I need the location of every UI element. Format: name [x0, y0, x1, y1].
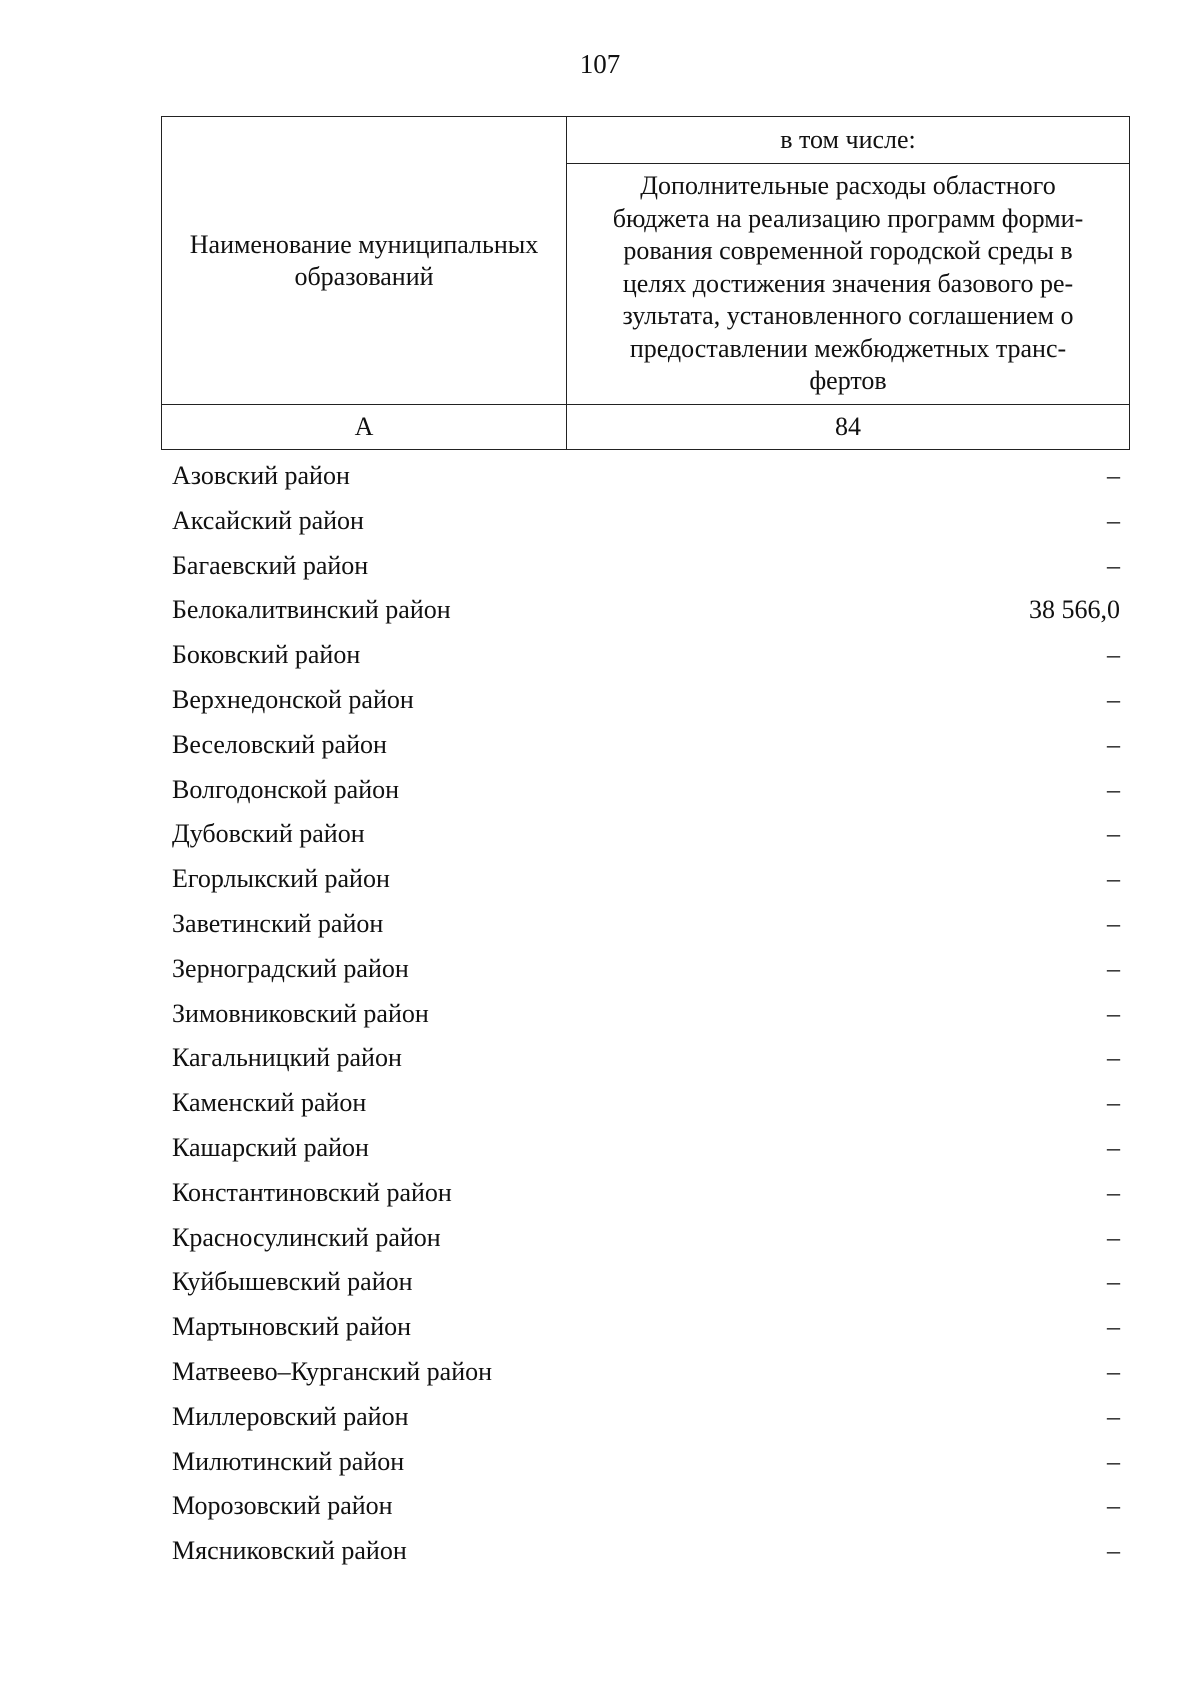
table-header — [161, 116, 1130, 450]
value-column-header-line: целях достижения значения базового ре- — [622, 268, 1074, 298]
municipality-name: Белокалитвинский район — [172, 595, 451, 625]
row-value: – — [1107, 864, 1120, 894]
table-row — [172, 947, 1120, 992]
table-row — [172, 544, 1120, 589]
table-row — [172, 1216, 1120, 1261]
table-row — [172, 1171, 1120, 1216]
table-row — [172, 499, 1120, 544]
table-row — [172, 454, 1120, 499]
municipality-name: Азовский район — [172, 461, 350, 490]
municipality-list — [172, 454, 1120, 1574]
value-column-header-line: рования современной городской среды в — [623, 236, 1073, 266]
table-row — [172, 633, 1120, 678]
municipality-name: Каменский район — [172, 1088, 367, 1118]
row-value: – — [1107, 1222, 1120, 1252]
row-value: – — [1107, 1132, 1120, 1162]
table-row — [172, 992, 1120, 1037]
municipality-name: Миллеровский район — [172, 1401, 409, 1431]
table-row — [172, 723, 1120, 768]
value-column-header-line: бюджета на реализацию программ форми- — [612, 203, 1084, 233]
municipality-name: Зимовниковский район — [172, 998, 429, 1028]
municipality-name: Кагальницкий район — [172, 1043, 402, 1073]
row-value: – — [1107, 729, 1120, 759]
value-column-header-line: зультата, установленного соглашением о — [622, 301, 1074, 331]
value-column-header-line: фертов — [809, 366, 887, 396]
row-value: – — [1107, 1177, 1120, 1207]
municipality-name: Куйбышевский район — [172, 1267, 413, 1297]
municipality-name: Аксайский район — [172, 505, 364, 535]
row-value: – — [1107, 505, 1120, 535]
municipality-name: Заветинский район — [172, 908, 384, 938]
value-column-header — [567, 164, 1130, 405]
row-value: – — [1107, 1043, 1120, 1073]
table-row — [172, 768, 1120, 813]
row-value: – — [1107, 1401, 1120, 1431]
municipality-name: Красносулинский район — [172, 1222, 441, 1252]
municipality-name: Егорлыкский район — [172, 864, 390, 894]
table-row — [172, 902, 1120, 947]
row-value: – — [1107, 908, 1120, 938]
row-value: – — [1107, 819, 1120, 849]
table-row — [172, 857, 1120, 902]
row-value: – — [1107, 1088, 1120, 1118]
table-row — [172, 1036, 1120, 1081]
municipality-name: Матвеево–Курганский район — [172, 1356, 493, 1386]
table-row — [172, 588, 1120, 633]
table-row — [172, 678, 1120, 723]
table-row — [172, 1260, 1120, 1305]
municipality-name: Зерноградский район — [172, 953, 409, 983]
row-value: – — [1107, 1446, 1120, 1476]
table-row — [172, 1440, 1120, 1485]
municipality-name: Багаевский район — [172, 550, 369, 580]
table-row — [172, 1081, 1120, 1126]
value-column-header-line: предоставлении межбюджетных транс- — [629, 333, 1067, 363]
row-value: 38 566,0 — [1029, 595, 1120, 625]
row-value: – — [1107, 998, 1120, 1028]
row-value: – — [1107, 1536, 1120, 1566]
table-row — [172, 1350, 1120, 1395]
row-value: – — [1107, 953, 1120, 983]
row-value: – — [1107, 1312, 1120, 1342]
row-value: – — [1107, 1356, 1120, 1386]
table-row — [172, 1126, 1120, 1171]
municipality-name: Дубовский район — [172, 819, 365, 849]
municipality-name: Боковский район — [172, 640, 361, 670]
row-value: – — [1107, 1491, 1120, 1521]
row-value: – — [1107, 684, 1120, 714]
row-value: – — [1107, 774, 1120, 804]
municipality-name: Кашарский район — [172, 1132, 369, 1162]
group-column-header: в том числе: — [567, 117, 1130, 164]
name-column-index: А — [162, 405, 567, 450]
table-row — [172, 1484, 1120, 1529]
municipality-name: Мясниковский район — [172, 1536, 407, 1566]
table-row — [172, 812, 1120, 857]
table-row — [172, 1305, 1120, 1350]
municipality-name: Милютинский район — [172, 1446, 405, 1476]
table-row — [172, 1529, 1120, 1574]
page-number: 107 — [579, 49, 621, 79]
row-value: – — [1107, 550, 1120, 580]
municipality-name: Волгодонской район — [172, 774, 400, 804]
table-row — [172, 1395, 1120, 1440]
value-column-index: 84 — [567, 405, 1130, 450]
municipality-name: Константиновский район — [172, 1177, 452, 1207]
municipality-column-header: Наименование муниципальных образований — [162, 117, 567, 405]
municipality-name: Верхнедонской район — [172, 684, 414, 714]
municipality-name: Мартыновский район — [172, 1312, 412, 1342]
row-value: – — [1107, 461, 1120, 490]
municipality-name: Веселовский район — [172, 729, 387, 759]
value-column-header-line: Дополнительные расходы областного — [640, 171, 1056, 201]
row-value: – — [1107, 640, 1120, 670]
municipality-name: Морозовский район — [172, 1491, 393, 1521]
row-value: – — [1107, 1267, 1120, 1297]
